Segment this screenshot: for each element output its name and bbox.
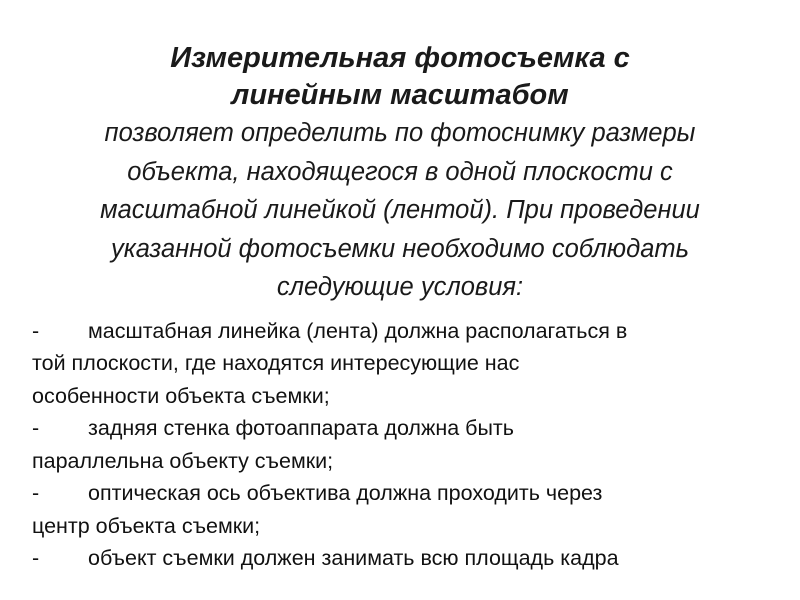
condition-item <box>32 412 770 477</box>
condition-line: параллельна объекту съемки; <box>32 448 334 473</box>
conditions-list <box>30 315 770 575</box>
condition-line: той плоскости, где находятся интересующие нас <box>32 351 520 375</box>
title-line: Измерительная фотосъемка с <box>170 42 630 74</box>
condition-text: оптическая ось объектива должна проходить через <box>88 481 603 505</box>
condition-text: масштабная линейка (лента) должна располагаться в <box>88 318 628 343</box>
condition-text: объект съемки должен занимать всю площадь кадра <box>88 546 619 570</box>
condition-line <box>32 315 770 348</box>
condition-line: центр объекта съемки; <box>32 513 261 538</box>
condition-line <box>32 412 770 445</box>
slide-title <box>30 40 770 114</box>
intro-line: масштабной линейкой (лентой). При проведении <box>100 196 700 224</box>
condition-line <box>32 542 770 575</box>
bullet-dash: - <box>32 318 40 343</box>
condition-line: особенности объекта съемки; <box>32 383 330 408</box>
title-line: линейным масштабом <box>231 79 569 111</box>
intro-line: позволяет определить по фотоснимку размеры <box>104 119 696 147</box>
condition-item <box>32 315 770 413</box>
intro-line: объекта, находящегося в одной плоскости с <box>127 157 673 186</box>
condition-line <box>32 477 770 510</box>
intro-line: указанной фотосъемки необходимо соблюдать <box>110 234 690 263</box>
condition-text: задняя стенка фотоаппарата должна быть <box>88 416 514 440</box>
intro-line: следующие условия: <box>276 273 524 301</box>
intro-paragraph <box>30 114 770 307</box>
bullet-dash: - <box>32 481 40 505</box>
condition-item <box>32 542 770 575</box>
condition-item <box>32 477 770 542</box>
bullet-dash: - <box>32 546 40 570</box>
bullet-dash: - <box>32 416 40 440</box>
